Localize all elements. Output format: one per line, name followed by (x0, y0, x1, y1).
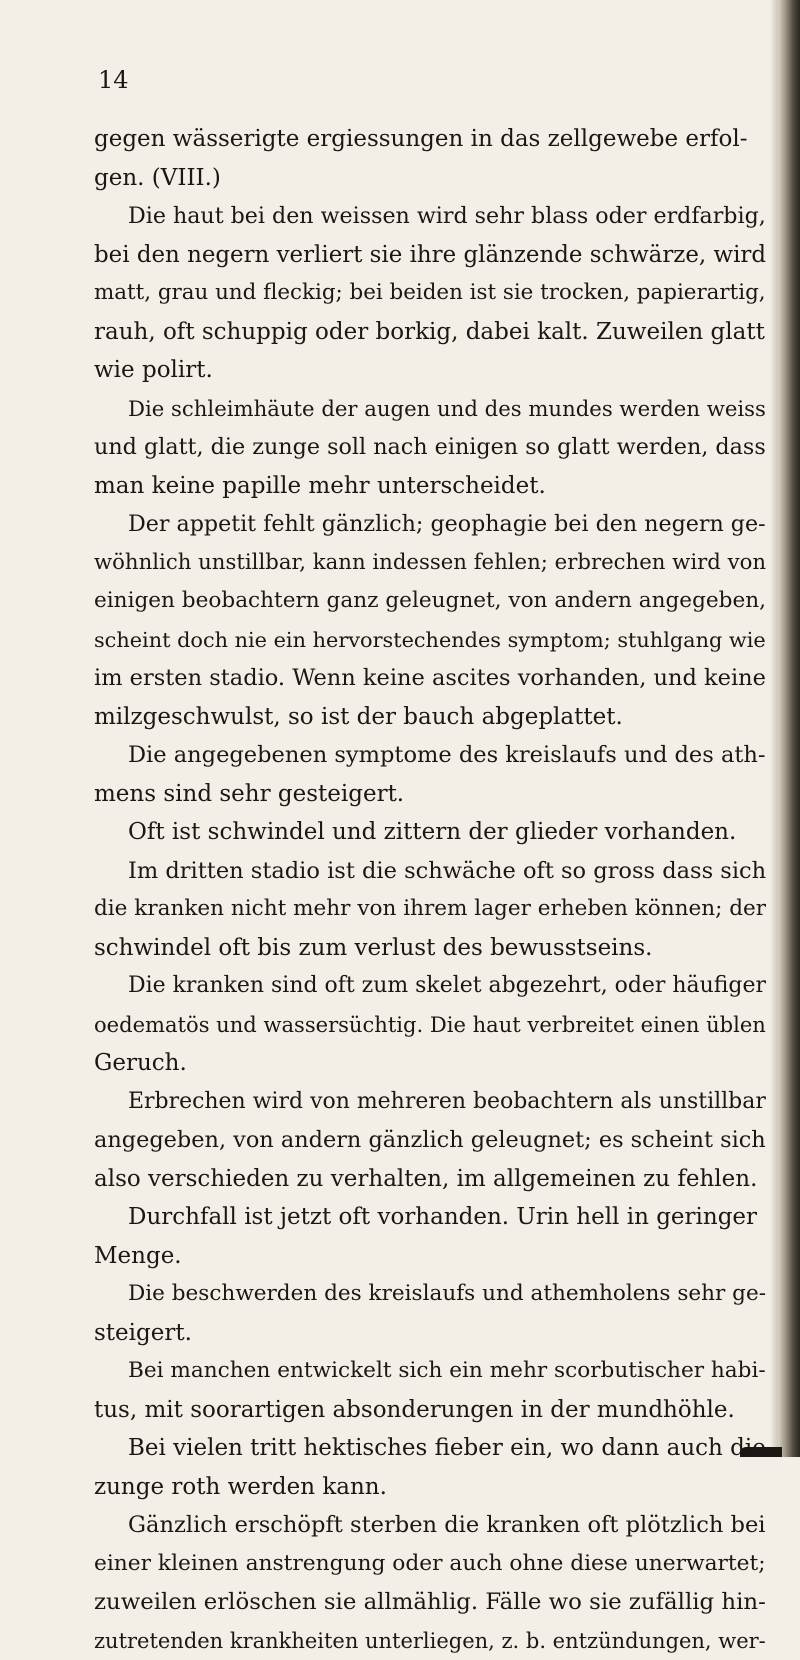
text-line: oedematös und wassersüchtig. Die haut verbreitet einen üblen (94, 1006, 766, 1045)
text-line: Die schleimhäute der augen und des mundes werden weiss (94, 390, 766, 429)
page-shadow (770, 0, 778, 1457)
text-line: Menge. (94, 1237, 766, 1276)
text-line: Gänzlich erschöpft sterben die kranken oft plötzlich bei (94, 1506, 766, 1545)
page-number: 14 (98, 66, 129, 94)
text-line: rauh, oft schuppig oder borkig, dabei kalt. Zuweilen glatt (94, 313, 766, 352)
text-line: wie polirt. (94, 351, 766, 390)
text-line: Die angegebenen symptome des kreislaufs und des ath- (94, 736, 766, 775)
text-line: zutretenden krankheiten unterliegen, z. b. entzündungen, wer- (94, 1622, 766, 1660)
text-line: zuweilen erlöschen sie allmählig. Fälle wo sie zufällig hin- (94, 1583, 766, 1622)
text-line: man keine papille mehr unterscheidet. (94, 467, 766, 506)
text-line: gen. (VIII.) (94, 159, 766, 198)
text-line: Im dritten stadio ist die schwäche oft so gross dass sich (94, 852, 766, 891)
text-line: matt, grau und fleckig; bei beiden ist sie trocken, papierartig, (94, 274, 766, 313)
text-line: scheint doch nie ein hervorstechendes symptom; stuhlgang wie (94, 621, 766, 660)
text-line: Bei manchen entwickelt sich ein mehr scorbutischer habi- (94, 1352, 766, 1391)
text-line: Die haut bei den weissen wird sehr blass oder erdfarbig, (94, 197, 766, 236)
page-edge (778, 0, 800, 1457)
text-line: Oft ist schwindel und zittern der glieder vorhanden. (94, 813, 766, 852)
text-line: tus, mit soorartigen absonderungen in der mundhöhle. (94, 1391, 766, 1430)
text-line: einer kleinen anstrengung oder auch ohne diese unerwartet; (94, 1545, 766, 1584)
text-line: einigen beobachtern ganz geleugnet, von andern angegeben, (94, 582, 766, 621)
text-line: schwindel oft bis zum verlust des bewusstseins. (94, 929, 766, 968)
text-line: zunge roth werden kann. (94, 1468, 766, 1507)
text-line: Geruch. (94, 1044, 766, 1083)
text-line: Der appetit fehlt gänzlich; geophagie bei den negern ge- (94, 505, 766, 544)
text-line: und glatt, die zunge soll nach einigen so glatt werden, dass (94, 428, 766, 467)
text-line: Durchfall ist jetzt oft vorhanden. Urin hell in geringer (94, 1198, 766, 1237)
text-line: gegen wässerigte ergiessungen in das zellgewebe erfol- (94, 120, 766, 159)
text-line: mens sind sehr gesteigert. (94, 775, 766, 814)
body-text (94, 120, 766, 1660)
text-line: angegeben, von andern gänzlich geleugnet; es scheint sich (94, 1121, 766, 1160)
text-line: Die beschwerden des kreislaufs und athemholens sehr ge- (94, 1275, 766, 1314)
text-line: also verschieden zu verhalten, im allgemeinen zu fehlen. (94, 1160, 766, 1199)
text-line: wöhnlich unstillbar, kann indessen fehlen; erbrechen wird von (94, 544, 766, 583)
text-line: steigert. (94, 1314, 766, 1353)
text-line: milzgeschwulst, so ist der bauch abgeplattet. (94, 698, 766, 737)
text-line: im ersten stadio. Wenn keine ascites vorhanden, und keine (94, 659, 766, 698)
text-line: Bei vielen tritt hektisches fieber ein, wo dann auch die (94, 1429, 766, 1468)
text-line: bei den negern verliert sie ihre glänzende schwärze, wird (94, 236, 766, 275)
text-line: Erbrechen wird von mehreren beobachtern als unstillbar (94, 1083, 766, 1122)
text-line: die kranken nicht mehr von ihrem lager erheben können; der (94, 890, 766, 929)
text-line: Die kranken sind oft zum skelet abgezehrt, oder häufiger (94, 967, 766, 1006)
